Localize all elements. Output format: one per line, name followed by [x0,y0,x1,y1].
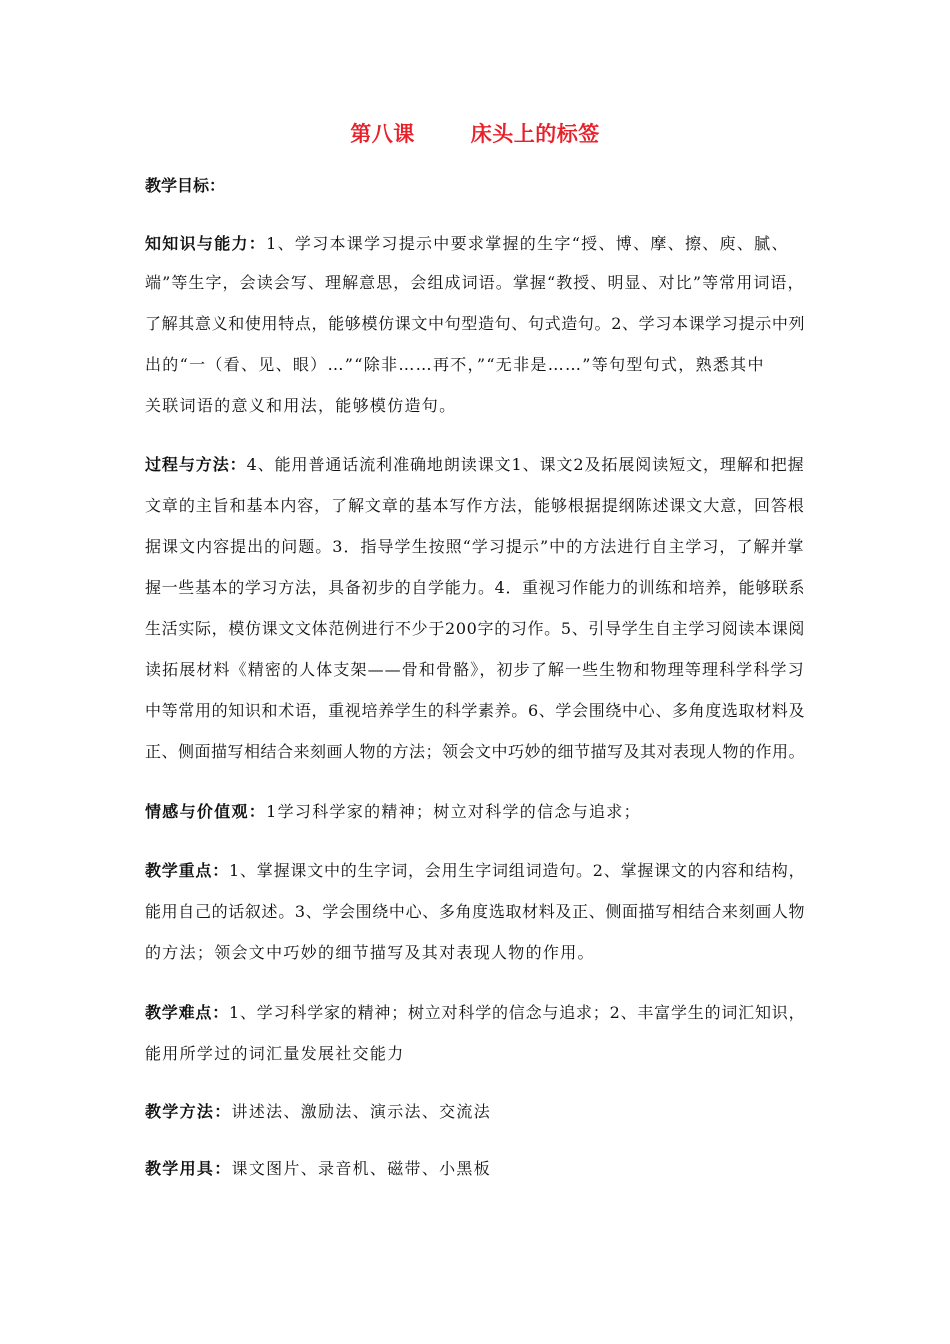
knowledge-label: 知知识与能力： [145,234,267,253]
methods-label: 教学方法： [145,1102,232,1121]
difficulties-label: 教学难点： [145,1003,230,1022]
process-line: 过程与方法：4、能用普通话流利准确地朗读课文1、课文2及拓展阅读短文，理解和把握 [145,455,805,474]
knowledge-line: 端”等生字，会读会写、理解意思，会组成词语。掌握“教授、明显、对比”等常用词语， [145,273,805,292]
tools-line: 教学用具：课文图片、录音机、磁带、小黑板 [145,1159,492,1178]
key-points-label: 教学重点： [145,861,230,880]
lesson-title [0,118,950,148]
process-line: 中等常用的知识和术语，重视培养学生的科学素养。6、学会围绕中心、多角度选取材料及 [145,701,806,720]
objectives-heading: 教学目标： [145,176,226,195]
methods-line: 教学方法：讲述法、激励法、演示法、交流法 [145,1102,492,1121]
process-line: 正、侧面描写相结合来刻画人物的方法；领会文中巧妙的细节描写及其对表现人物的作用。 [145,742,806,761]
difficulties-line: 教学难点：1、学习科学家的精神；树立对科学的信念与追求；2、丰富学生的词汇知识， [145,1003,806,1022]
process-line: 读拓展材料《精密的人体支架——骨和骨骼》，初步了解一些生物和物理等理科学科学习 [145,660,805,679]
knowledge-line: 出的“一（看、见、眼）…”“除非……再不，”“无非是……”等句型句式，熟悉其中 [145,355,765,374]
process-line: 据课文内容提出的问题。3．指导学生按照“学习提示”中的方法进行自主学习，了解并掌 [145,537,805,556]
difficulties-line: 能用所学过的词汇量发展社交能力 [145,1044,405,1063]
lesson-number: 第八课 [350,122,415,146]
emotion-label: 情感与价值观： [145,802,267,821]
knowledge-line: 了解其意义和使用特点，能够模仿课文中句型造句、句式造句。2、学习本课学习提示中列 [145,314,806,333]
process-line: 握一些基本的学习方法，具备初步的自学能力。4．重视习作能力的训练和培养，能够联系 [145,578,806,597]
knowledge-line: 关联词语的意义和用法，能够模仿造句。 [145,396,457,415]
key-points-line: 教学重点：1、掌握课文中的生字词，会用生字词组词造句。2、掌握课文的内容和结构， [145,861,806,880]
process-line: 文章的主旨和基本内容，了解文章的基本写作方法，能够根据提纲陈述课文大意，回答根 [145,496,805,515]
key-points-line: 的方法；领会文中巧妙的细节描写及其对表现人物的作用。 [145,943,595,962]
emotion-line: 情感与价值观：1学习科学家的精神；树立对科学的信念与追求； [145,802,641,821]
lesson-name: 床头上的标签 [470,122,600,146]
knowledge-line: 知知识与能力：1、学习本课学习提示中要求掌握的生字“授、博、摩、擦、庾、腻、 [145,234,789,253]
process-label: 过程与方法： [145,455,247,474]
key-points-line: 能用自己的话叙述。3、学会围绕中心、多角度选取材料及正、侧面描写相结合来刻画人物 [145,902,806,921]
process-line: 生活实际，模仿课文文体范例进行不少于200字的习作。5、引导学生自主学习阅读本课阅 [145,619,806,638]
tools-label: 教学用具： [145,1159,232,1178]
